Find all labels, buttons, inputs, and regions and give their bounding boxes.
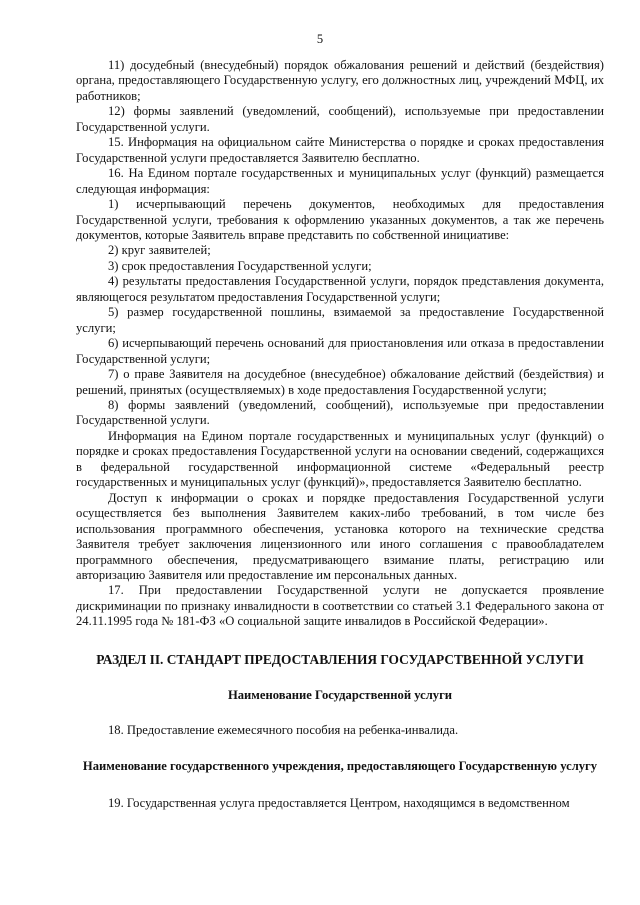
- list-item-8: 8) формы заявлений (уведомлений, сообщений), используемые при предоставлении Государственной услуги.: [76, 397, 604, 428]
- list-item-6: 6) исчерпывающий перечень оснований для приостановления или отказа в предоставлении Государственной услуги;: [76, 336, 604, 366]
- list-item-4: 4) результаты предоставления Государственной услуги, порядок представления документа, являющегося результатом предоставления Государственной услуги;: [76, 274, 604, 304]
- paragraph-item-12: 12) формы заявлений (уведомлений, сообщений), используемые при предоставлении Государственной услуги.: [76, 104, 604, 134]
- list-item-2: 2) круг заявителей;: [108, 243, 211, 258]
- section-heading: РАЗДЕЛ II. СТАНДАРТ ПРЕДОСТАВЛЕНИЯ ГОСУДАРСТВЕННОЙ УСЛУГИ: [96, 651, 584, 667]
- paragraph-16: 16. На Едином портале государственных и муниципальных услуг (функций) размещается следующая информация:: [76, 166, 604, 196]
- document-body: [76, 58, 604, 812]
- paragraph-17: 17. При предоставлении Государственной услуги не допускается проявление дискриминации по признаку инвалидности в соответствии со статьей 3.1 Федерального закона от 24.11.1995 года № 181-ФЗ «О социальной защите инвалидов в Российской Федерации».: [76, 583, 604, 629]
- list-item-3: 3) срок предоставления Государственной услуги;: [108, 258, 372, 273]
- page-number: 5: [316, 32, 324, 46]
- paragraph-portal-info: Информация на Едином портале государственных и муниципальных услуг (функций) о порядке и сроках предоставления Государственной услуги на основании сведений, содержащихся в федеральной государственной информационной системе «Федеральный реестр государственных и муниципальных услуг (функций)», предоставляется Заявителю бесплатно.: [76, 428, 604, 490]
- subheading-service-name: Наименование Государственной услуги: [227, 687, 453, 702]
- paragraph-15: 15. Информация на официальном сайте Министерства о порядке и сроках предоставления Государственной услуги предоставляется Заявителю бесплатно.: [76, 135, 604, 165]
- paragraph-19: 19. Государственная услуга предоставляется Центром, находящимся в ведомственном: [108, 796, 570, 811]
- paragraph-item-11: 11) досудебный (внесудебный) порядок обжалования решений и действий (бездействия) органа, предоставляющего Государственную услугу, его должностных лиц, учреждений МФЦ, их работников;: [76, 58, 604, 103]
- list-item-7: 7) о праве Заявителя на досудебное (внесудебное) обжалование действий (бездействия) и решений, принятых (осуществляемых) в ходе предоставления Государственной услуги;: [76, 367, 604, 397]
- list-item-1: 1) исчерпывающий перечень документов, необходимых для предоставления Государственной услуги, требования к оформлению указанных документов, а так же перечень документов, которые Заявитель вправе представить по собственной инициативе:: [76, 197, 604, 242]
- list-item-5: 5) размер государственной пошлины, взимаемой за предоставление Государственной услуги;: [76, 305, 604, 335]
- paragraph-access-info: Доступ к информации о сроках и порядке предоставления Государственной услуги осуществляется без выполнения Заявителем каких-либо требований, в том числе без использования программного обеспечения, установка которого на технические средства Заявителя требует заключения лицензионного или иного соглашения с правообладателем программного обеспечения, предусматривающего взимание платы, регистрацию или авторизацию Заявителя или предоставление им персональных данных.: [76, 490, 604, 582]
- subheading-institution-name: Наименование государственного учреждения, предоставляющего Государственную услугу: [82, 758, 598, 773]
- paragraph-18: 18. Предоставление ежемесячного пособия на ребенка-инвалида.: [108, 723, 459, 738]
